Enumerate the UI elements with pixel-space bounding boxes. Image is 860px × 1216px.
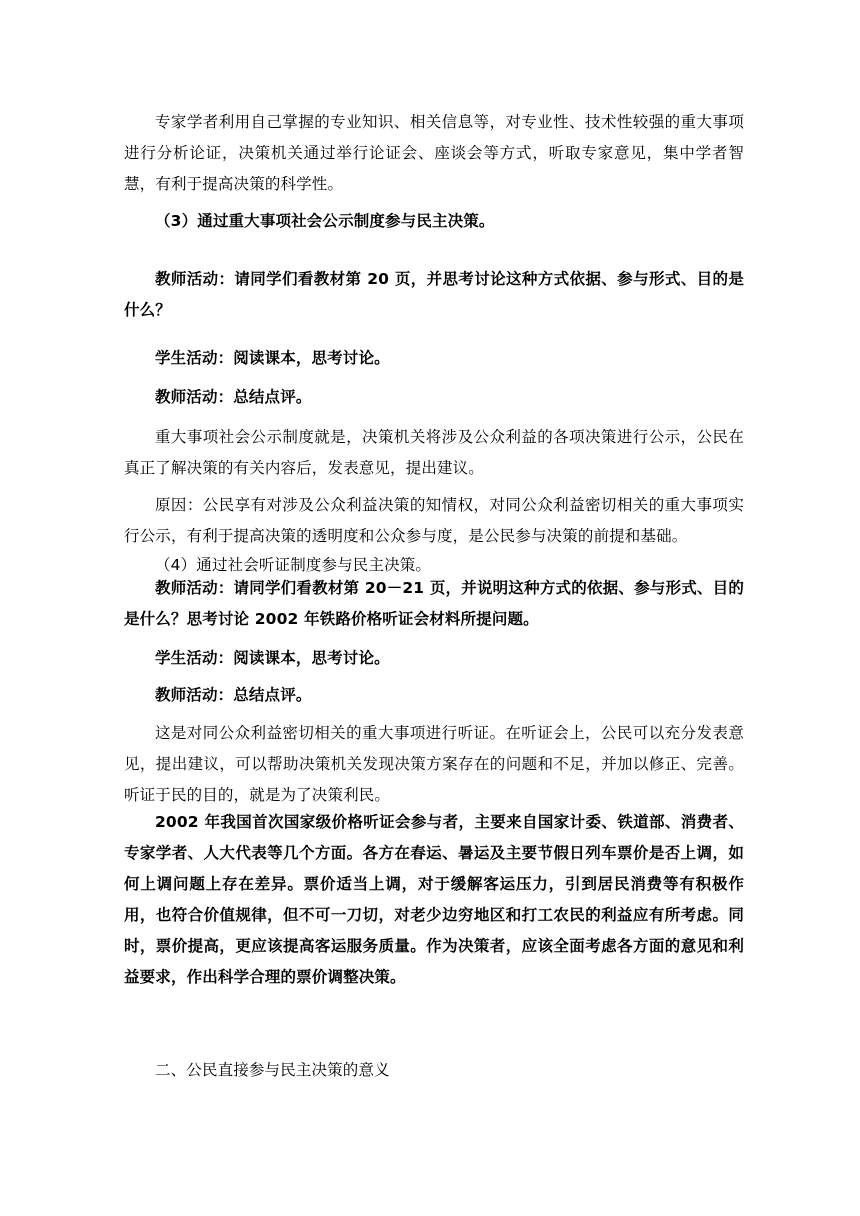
paragraph-teacher-summary: 教师活动：总结点评。 [155,388,312,406]
paragraph-teacher-summary-hearing: 教师活动：总结点评。 [155,686,312,704]
paragraph-teacher-activity-hearing: 教师活动：请同学们看教材第 20－21 页，并说明这种方式的依据、参与形式、目的是什么？思考讨论 2002 年铁路价格听证会材料所提问题。 [124,579,744,628]
section-heading-public-notice: （3）通过重大事项社会公示制度参与民主决策。 [155,212,495,230]
paragraph-public-notice-definition: 重大事项社会公示制度就是，决策机关将涉及公众利益的各项决策进行公示，公民在真正了解决策的有关内容后，发表意见，提出建议。 [124,428,744,477]
paragraph-public-notice-reason: 原因：公民享有对涉及公众利益决策的知情权，对同公众利益密切相关的重大事项实行公示，有利于提高决策的透明度和公众参与度，是公民参与决策的前提和基础。 [124,496,744,545]
paragraph-student-activity: 学生活动：阅读课本，思考讨论。 [155,349,390,367]
section-heading-hearing: （4）通过社会听证制度参与民主决策。 [155,556,432,574]
paragraph-hearing-explanation: 这是对同公众利益密切相关的重大事项进行听证。在听证会上，公民可以充分发表意见，提出建议，可以帮助决策机关发现决策方案存在的问题和不足，并加以修正、完善。听证于民的目的，就是为了决策利民。 [124,724,744,804]
paragraph-expert-consultation: 专家学者利用自己掌握的专业知识、相关信息等，对专业性、技术性较强的重大事项进行分析论证，决策机关通过举行论证会、座谈会等方式，听取专家意见，集中学者智慧，有利于提高决策的科学性。 [124,113,744,193]
paragraph-student-activity-hearing: 学生活动：阅读课本，思考讨论。 [155,649,390,667]
paragraph-railway-hearing-case: 2002 年我国首次国家级价格听证会参与者，主要来自国家计委、铁道部、消费者、专家学者、人大代表等几个方面。各方在春运、暑运及主要节假日列车票价是否上调，如何上调问题上存在差异。票价适当上调，对于缓解客运压力，引到居民消费等有积极作用，也符合价值规律，但不可一刀切，对老少边穷地区和打工农民的利益应有所考虑。同时，票价提高，更应该提高客运服务质量。作为决策者，应该全面考虑各方面的意见和利益要求，作出科学合理的票价调整决策。 [124,813,744,986]
paragraph-teacher-activity: 教师活动：请同学们看教材第 20 页，并思考讨论这种方式依据、参与形式、目的是什么？ [124,270,744,319]
section-heading-significance: 二、公民直接参与民主决策的意义 [155,1061,390,1079]
